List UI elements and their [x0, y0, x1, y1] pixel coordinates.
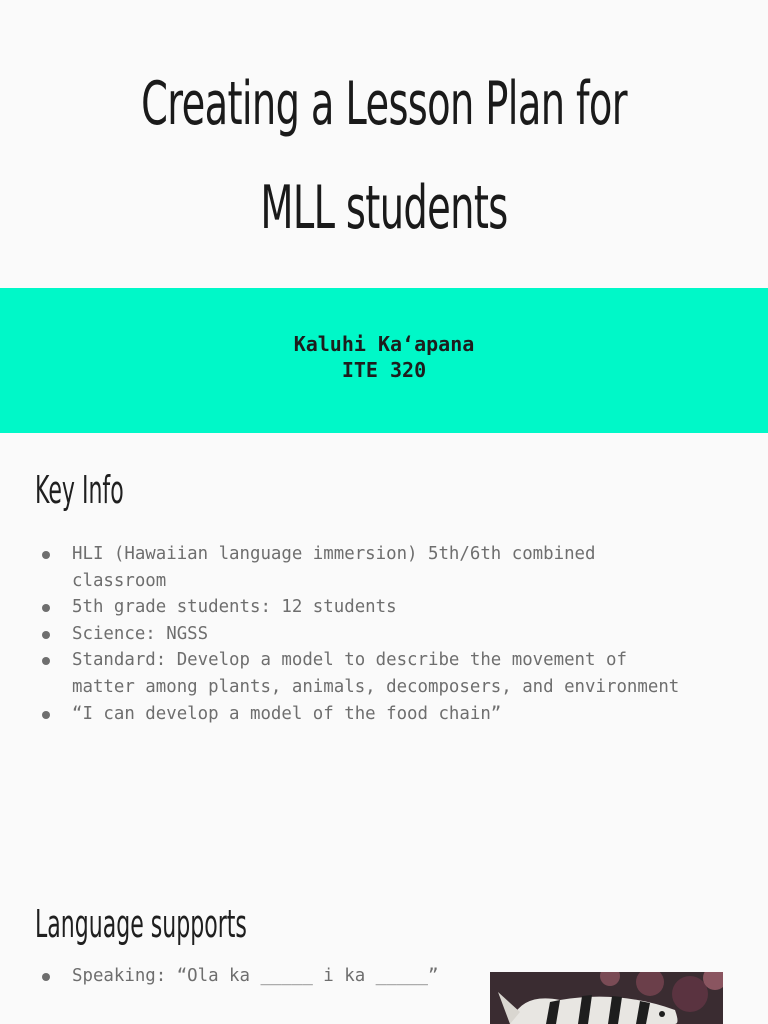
key-info-list	[40, 541, 700, 727]
title-line-2: MLL students	[260, 173, 508, 243]
course-code: ITE 320	[341, 358, 427, 382]
list-item-text: 5th grade students: 12 students	[72, 597, 397, 618]
bullet-icon	[42, 711, 50, 719]
list-item-text: Speaking: “Ola ka _____ i ka _____”	[72, 966, 439, 986]
list-item	[40, 621, 700, 648]
list-item	[40, 594, 700, 621]
page-title	[138, 52, 630, 260]
list-item	[40, 963, 440, 990]
language-supports-heading: Language supports	[35, 902, 247, 946]
author-name: Kaluhi Kaʻapana	[293, 332, 475, 356]
key-info-heading: Key Info	[35, 468, 124, 512]
list-item	[40, 541, 700, 594]
bullet-icon	[42, 973, 50, 981]
bullet-icon	[42, 631, 50, 639]
language-supports-list	[40, 963, 440, 990]
bullet-icon	[42, 657, 50, 665]
list-item-text: HLI (Hawaiian language immersion) 5th/6th combined classroom	[72, 544, 606, 591]
list-item-text: Standard: Develop a model to describe the movement of matter among plants, animals, decomposers, and environment	[72, 650, 680, 697]
fish-photo	[490, 972, 723, 1024]
bullet-icon	[42, 604, 50, 612]
list-item-text: “I can develop a model of the food chain”	[72, 703, 502, 724]
bullet-icon	[42, 551, 50, 559]
list-item	[40, 647, 700, 700]
author-info	[0, 331, 768, 383]
list-item-text: Science: NGSS	[72, 623, 209, 644]
striped-fish-photo-icon	[490, 972, 723, 1024]
list-item	[40, 701, 700, 728]
title-line-1: Creating a Lesson Plan for	[141, 69, 627, 139]
